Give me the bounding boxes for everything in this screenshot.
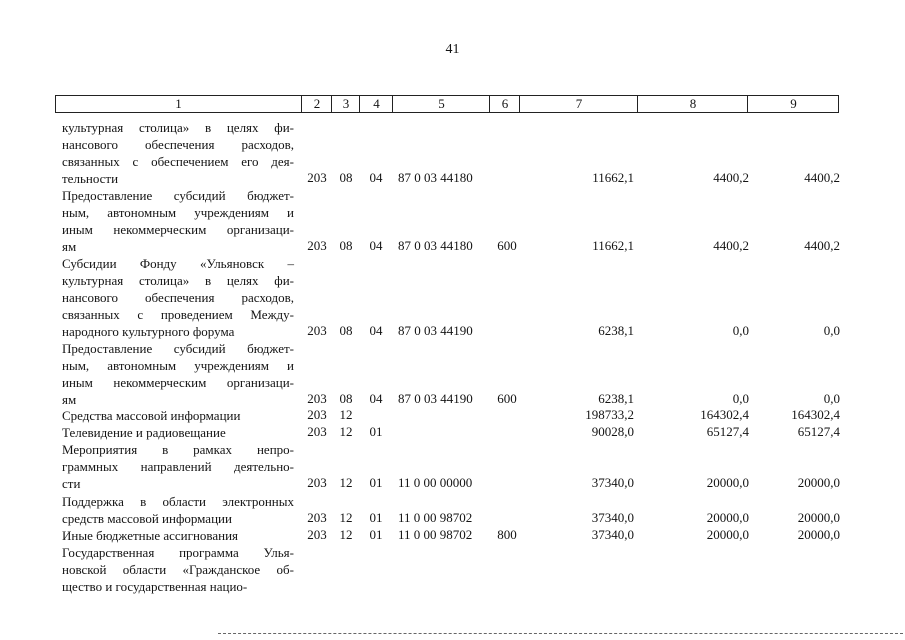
header-col-3: 3 bbox=[331, 96, 360, 112]
cell-col-9: 0,0 bbox=[823, 323, 840, 338]
row-description-line: народного культурного форума bbox=[62, 324, 235, 339]
cell-col-5: 11 0 00 98702 bbox=[398, 527, 473, 542]
cell-col-8: 20000,0 bbox=[706, 475, 749, 490]
cell-col-8: 4400,2 bbox=[713, 238, 749, 253]
cell-col-2: 203 bbox=[307, 510, 327, 525]
cell-col-8: 20000,0 bbox=[706, 527, 749, 542]
row-description-line: граммных направлений деятельно- bbox=[62, 459, 294, 474]
cell-col-9: 164302,4 bbox=[791, 407, 840, 422]
header-col-8: 8 bbox=[637, 96, 748, 112]
cell-col-3: 12 bbox=[339, 527, 353, 542]
cell-col-3: 08 bbox=[339, 238, 353, 253]
cell-col-2: 203 bbox=[307, 170, 327, 185]
page-number: 41 bbox=[445, 42, 460, 57]
row-description-line: Предоставление субсидий бюджет- bbox=[62, 188, 294, 203]
row-description-line: Телевидение и радиовещание bbox=[62, 425, 226, 440]
row-description-line: ным, автономным учреждениям и bbox=[62, 358, 294, 373]
cell-col-5: 87 0 03 44180 bbox=[398, 238, 473, 253]
cell-col-3: 08 bbox=[339, 323, 353, 338]
cell-col-9: 65127,4 bbox=[797, 424, 840, 439]
cell-col-7: 37340,0 bbox=[591, 527, 634, 542]
header-col-6: 6 bbox=[489, 96, 520, 112]
row-description-line: нансового обеспечения расходов, bbox=[62, 137, 294, 152]
row-description-line: культурная столица» в целях фи- bbox=[62, 273, 294, 288]
cell-col-3: 12 bbox=[339, 510, 353, 525]
row-description-line: Иные бюджетные ассигнования bbox=[62, 528, 239, 543]
cell-col-9: 4400,2 bbox=[804, 238, 840, 253]
cell-col-6: 600 bbox=[497, 391, 517, 406]
cell-col-2: 203 bbox=[307, 527, 327, 542]
cell-col-9: 0,0 bbox=[823, 391, 840, 406]
cell-col-8: 20000,0 bbox=[706, 510, 749, 525]
row-description-line: культурная столица» в целях фи- bbox=[62, 120, 294, 135]
row-description-line: связанных с обеспечением его дея- bbox=[62, 154, 294, 169]
cell-col-5: 11 0 00 00000 bbox=[398, 475, 473, 490]
cell-col-5: 87 0 03 44180 bbox=[398, 170, 473, 185]
cell-col-7: 37340,0 bbox=[591, 510, 634, 525]
cell-col-7: 90028,0 bbox=[591, 424, 634, 439]
cell-col-6: 600 bbox=[497, 238, 517, 253]
cell-col-5: 87 0 03 44190 bbox=[398, 323, 473, 338]
row-description-line: Мероприятия в рамках непро- bbox=[62, 442, 294, 457]
header-col-1: 1 bbox=[175, 96, 182, 111]
row-description-line: нансового обеспечения расходов, bbox=[62, 290, 294, 305]
header-col-7: 7 bbox=[519, 96, 638, 112]
row-description-line: щество и государственная нацио- bbox=[62, 579, 248, 594]
header-col-9: 9 bbox=[747, 96, 839, 112]
cell-col-6: 800 bbox=[497, 527, 517, 542]
row-description-line: ям bbox=[62, 239, 77, 254]
row-description-line: новской области «Гражданское об- bbox=[62, 562, 294, 577]
row-description-line: сти bbox=[62, 476, 81, 491]
cell-col-7: 37340,0 bbox=[591, 475, 634, 490]
cell-col-2: 203 bbox=[307, 323, 327, 338]
footer-divider bbox=[218, 633, 903, 634]
cell-col-4: 01 bbox=[369, 510, 383, 525]
cell-col-5: 11 0 00 98702 bbox=[398, 510, 473, 525]
row-description-line: Средства массовой информации bbox=[62, 408, 241, 423]
cell-col-2: 203 bbox=[307, 407, 327, 422]
cell-col-4: 01 bbox=[369, 527, 383, 542]
row-description-line: иным некоммерческим организаци- bbox=[62, 375, 294, 390]
cell-col-8: 65127,4 bbox=[706, 424, 749, 439]
cell-col-3: 08 bbox=[339, 391, 353, 406]
cell-col-9: 20000,0 bbox=[797, 475, 840, 490]
cell-col-7: 6238,1 bbox=[598, 323, 634, 338]
row-description-line: средств массовой информации bbox=[62, 511, 232, 526]
row-description-line: Государственная программа Улья- bbox=[62, 545, 294, 560]
cell-col-3: 12 bbox=[339, 424, 353, 439]
cell-col-9: 4400,2 bbox=[804, 170, 840, 185]
cell-col-4: 01 bbox=[369, 424, 383, 439]
cell-col-4: 04 bbox=[369, 238, 383, 253]
cell-col-8: 0,0 bbox=[732, 391, 749, 406]
cell-col-5: 87 0 03 44190 bbox=[398, 391, 473, 406]
row-description-line: связанных с проведением Между- bbox=[62, 307, 294, 322]
cell-col-3: 12 bbox=[339, 407, 353, 422]
cell-col-8: 4400,2 bbox=[713, 170, 749, 185]
row-description-line: иным некоммерческим организаци- bbox=[62, 222, 294, 237]
row-description-line: Поддержка в области электронных bbox=[62, 494, 294, 509]
cell-col-7: 11662,1 bbox=[592, 238, 634, 253]
cell-col-3: 12 bbox=[339, 475, 353, 490]
cell-col-4: 04 bbox=[369, 391, 383, 406]
cell-col-7: 198733,2 bbox=[585, 407, 634, 422]
cell-col-8: 0,0 bbox=[732, 323, 749, 338]
header-col-5: 5 bbox=[392, 96, 490, 112]
cell-col-9: 20000,0 bbox=[797, 510, 840, 525]
row-description-line: Предоставление субсидий бюджет- bbox=[62, 341, 294, 356]
row-description-line: тельности bbox=[62, 171, 119, 186]
cell-col-4: 04 bbox=[369, 323, 383, 338]
cell-col-2: 203 bbox=[307, 424, 327, 439]
cell-col-7: 11662,1 bbox=[592, 170, 634, 185]
cell-col-7: 6238,1 bbox=[598, 391, 634, 406]
header-col-4: 4 bbox=[359, 96, 393, 112]
cell-col-9: 20000,0 bbox=[797, 527, 840, 542]
row-description-line: ным, автономным учреждениям и bbox=[62, 205, 294, 220]
cell-col-3: 08 bbox=[339, 170, 353, 185]
row-description-line: Субсидии Фонду «Ульяновск – bbox=[62, 256, 294, 271]
header-col-2: 2 bbox=[301, 96, 332, 112]
cell-col-4: 04 bbox=[369, 170, 383, 185]
cell-col-8: 164302,4 bbox=[700, 407, 749, 422]
cell-col-2: 203 bbox=[307, 391, 327, 406]
cell-col-2: 203 bbox=[307, 238, 327, 253]
cell-col-4: 01 bbox=[369, 475, 383, 490]
cell-col-2: 203 bbox=[307, 475, 327, 490]
row-description-line: ям bbox=[62, 392, 77, 407]
